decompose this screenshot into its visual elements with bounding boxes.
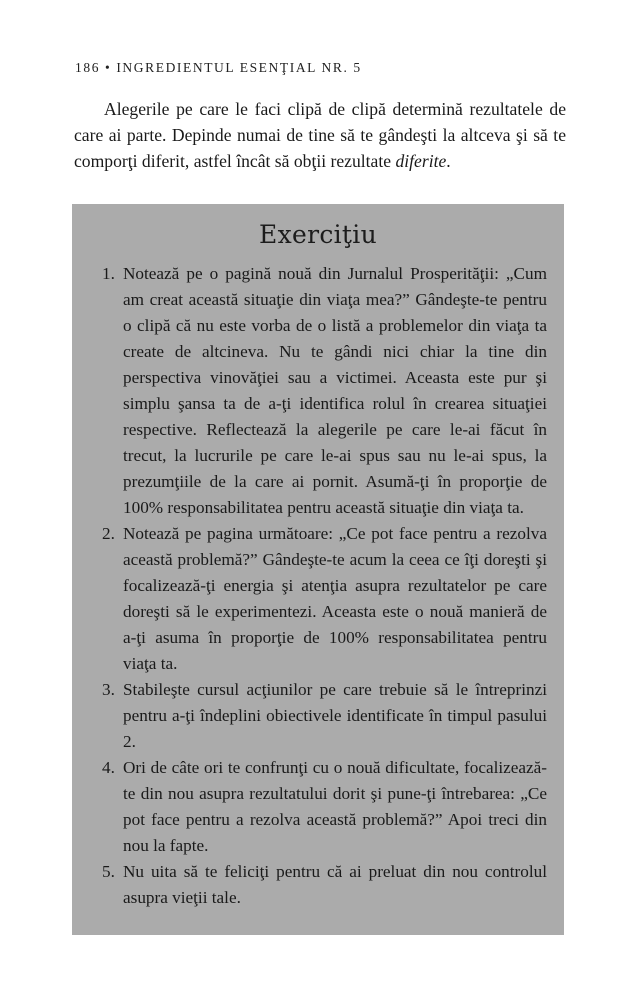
step-number: 5. <box>102 862 115 881</box>
intro-emphasis: diferite <box>395 151 447 171</box>
exercise-step <box>102 261 547 521</box>
intro-text: Alegerile pe care le faci clipă de clipă determină rezultatele de care ai parte. Depinde numai de tine să te gândeşti la altceva şi să te comporţi diferit, astfel încât să obţii rezultate <box>74 99 566 171</box>
intro-end: . <box>446 151 451 171</box>
step-number: 3. <box>102 680 115 699</box>
step-text: Nu uita să te feliciţi pentru că ai preluat din nou controlul asupra vieţii tale. <box>123 862 547 907</box>
step-text: Ori de câte ori te confrunţi cu o nouă dificultate, focalizează-te din nou asupra rezultatului dorit şi pune-ţi întrebarea: „Ce pot face pentru a rezolva această problemă?” Apoi treci din nou la fapte. <box>123 758 547 855</box>
step-number: 4. <box>102 758 115 777</box>
exercise-step <box>102 859 547 911</box>
exercise-step <box>102 521 547 677</box>
step-number: 2. <box>102 524 115 543</box>
exercise-step <box>102 755 547 859</box>
exercise-steps <box>102 261 547 911</box>
step-text: Notează pe o pagină nouă din Jurnalul Prosperităţii: „Cum am creat această situaţie din viaţa mea?” Gândeşte-te pentru o clipă că nu este vorba de o listă a problemelor din viaţa ta create de altcineva. Nu te gândi nici chiar la tine din perspectiva vinovăţiei sau a victimei. Aceasta este pur şi simplu şansa ta de a-ţi identifica rolul în crearea situaţiei respective. Reflectează la alegerile pe care le-ai făcut în trecut, la lucrurile pe care le-ai spus sau nu le-ai spus, la prezumţiile de la care ai pornit. Asumă-ţi în proporţie de 100% responsabilitatea pentru această situaţie din viaţa ta. <box>123 264 547 517</box>
exercise-box <box>72 204 564 935</box>
intro-paragraph <box>74 96 566 174</box>
running-head: 186 • INGREDIENTUL ESENŢIAL NR. 5 <box>75 60 362 75</box>
exercise-title: Exerciţiu <box>259 220 377 249</box>
step-number: 1. <box>102 264 115 283</box>
exercise-step <box>102 677 547 755</box>
step-text: Stabileşte cursul acţiunilor pe care trebuie să le întreprinzi pentru a-ţi îndeplini obiectivele identificate în timpul pasului 2. <box>123 680 547 751</box>
step-text: Notează pe pagina următoare: „Ce pot face pentru a rezolva această problemă?” Gândeşte-te acum la ceea ce îţi doreşti şi focalizează-ţi energia şi atenţia asupra rezultatelor pe care doreşti să le experimentezi. Aceasta este o nouă manieră de a-ţi asuma în proporţie de 100% responsabilitatea pentru viaţa ta. <box>123 524 547 673</box>
